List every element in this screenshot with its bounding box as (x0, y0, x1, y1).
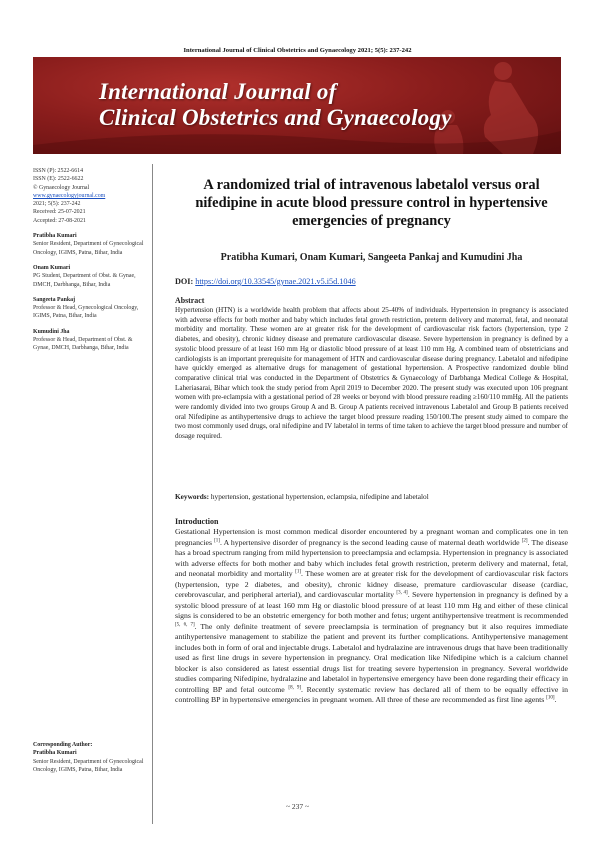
issn-electronic: ISSN (E): 2522-6622 (33, 176, 84, 183)
author-info (33, 264, 145, 289)
corresponding-author (33, 741, 145, 774)
intro-text-run: . (554, 695, 557, 704)
abstract-text: Hypertension (HTN) is a worldwide health problem that affects about 25-40% of individuals. Hypertension in pregnancy is associated with adverse effects for both mother and baby which includes fetal growth restriction, preterm delivery and maternal, fetal, and neonatal morbidity and mortality. These women are at greater risk for the development of cardiovascular risk factors (hypertension, type 2 diabetes, and obesity), chronic kidney disease and premature cardiovascular disease. Severe hypertension in pregnancy is defined by a systolic blood pressure of at least 160 mm Hg or diastolic blood pressure of at least 110 mm Hg. A combined team of obstetricians and cardiologists is an important prerequisite for management of HTN and cardiovascular disease during pregnancy. Labetalol and nifedipine have quickly emerged as alternative drugs for management of gestational hypertension. A Prospective randomized double blind comparative clinical trial was conducted in the Department of Obstetrics & Gynaecology of Darbhanga Medical College & Hospital, Laheriasarai, Bihar which took the study period from April 2019 to December 2020. The present study was executed upon 106 pregnant women with pre-eclampsia with a gestational period of 28 weeks or beyond with blood pressure reading ≥160/110 mmHg. All the patients were randomly divided into two groups Group A and B. Group A patients received intravenous Labetalol and Group B patients received oral Nifedipine as antihypertensive drugs to achieve the target blood pressure reading 150/100.The present study aimed to compare the two most commonly used drugs, oral nifedipine and IV labetalol in terms of time taken to achieve the target blood pressure and number of dosage required. (175, 306, 568, 441)
journal-website-link[interactable]: www.gynaecologyjournal.com (33, 192, 106, 199)
article-title: A randomized trial of intravenous labetalol versus oral nifedipine in acute blood pressure control in hypertensive emergencies of pregnancy (195, 177, 548, 229)
intro-text-run: . The only definite treatment of severe preeclampsia is termination of pregnancy but it also requires immediate antihypertensive management to stabilize the patient and prevent its further complications. Antihypertensive management includes both in form of oral and injectable drugs. Labetalol and hydralazine are intravenous drugs that have been traditionally used as first line drugs in severe hypertension in pregnancy. Oral medication like Nifedipine which is a calcium channel blocker is also considered as latest essential drugs list for treating severe hypertension in pregnancy. Several worldwide studies comparing Nifedipine, hydralazine and labetalol in hypertensive emergency have been done regarding their efficacy in controlling BP and fetal outcome (175, 621, 568, 694)
column-divider (152, 164, 153, 824)
intro-text-run: . Recently systematic review has declared all of them to be equally effective in controlling BP in hypertensive emergencies in pregnant women. All three of these are recommended as first line agents (175, 684, 568, 704)
citation-ref: [10] (546, 695, 555, 701)
citation-ref: [8, 9] (288, 684, 302, 690)
abstract-heading: Abstract (175, 296, 205, 305)
banner-title-line2: Clinical Obstetrics and Gynaecology (99, 105, 452, 130)
banner-title-line1: International Journal of (99, 79, 337, 104)
citation-ref: [1] (214, 537, 220, 543)
intro-text-run: . These women are at greater risk for the development of cardiovascular risk factors (hypertension, type 2 diabetes, and obesity), chronic kidney disease, premature cardiovascular disease (cardiac, cerebrovascular, and peripheral arterial), and cardiovascular mortality (175, 569, 568, 599)
intro-text-run: . A hypertensive disorder of pregnancy is the second leading cause of maternal death worldwide (219, 537, 522, 547)
intro-text-run: . Severe hypertension in pregnancy is defined by a systolic blood pressure of at least 160 mm Hg or diastolic blood pressure of at least 110 mm Hg and either of these clinical signs is considered to be an obstetric emergency for both mother and fetus; urgent antihypertensive treatment is recommended (175, 590, 568, 620)
issn-print: ISSN (P): 2522-6614 (33, 168, 84, 174)
author-affiliation: Professor & Head, Department of Obst. & Gynae, DMCH, Darbhanga, Bihar, India (33, 337, 133, 352)
author-affiliation: Senior Resident, Department of Gynecological Oncology, IGIMS, Patna, Bihar, India (33, 241, 144, 256)
corresponding-name: Pratibha Kumari (33, 750, 77, 757)
citation-ref: [5, 6, 7] (175, 621, 195, 627)
doi-link[interactable]: https://doi.org/10.33545/gynae.2021.v5.i5d.1046 (195, 277, 356, 286)
author-name: Kumudini Jha (33, 328, 70, 335)
doi-label: DOI: (175, 277, 194, 286)
doi-line (175, 277, 568, 286)
article-authors: Pratibha Kumari, Onam Kumari, Sangeeta Pankaj and Kumudini Jha (220, 252, 523, 263)
author-name: Onam Kumari (33, 264, 71, 271)
received-date: Received: 25-07-2021 (33, 209, 86, 216)
introduction-text (175, 527, 568, 706)
corresponding-affiliation: Senior Resident, Department of Gynecological Oncology, IGIMS, Patna, Bihar, India (33, 758, 144, 773)
corresponding-label: Corresponding Author: (33, 742, 93, 748)
page-number: ~ 237 ~ (285, 802, 310, 811)
intro-text-run: Gestational Hypertension is most common medical disorder encountered by a pregnant woman and complicates one in ten pregnancies (175, 527, 568, 547)
citation-ref: [2] (521, 537, 528, 543)
keywords-label: Keywords: (175, 492, 210, 501)
keywords-line (175, 492, 568, 501)
journal-banner (33, 57, 561, 154)
volume-info: 2021; 5(5): 237-242 (33, 201, 81, 208)
banner-title (99, 79, 452, 131)
author-info (33, 296, 145, 321)
copyright: © Gynaecology Journal (33, 184, 90, 191)
author-affiliation: PG Student, Department of Obst. & Gynae, DMCH, Darbhanga, Bihar, India (33, 273, 136, 288)
author-name: Pratibha Kumari (33, 233, 77, 240)
introduction-heading: Introduction (175, 517, 219, 526)
citation-ref: [1] (295, 569, 302, 575)
author-info (33, 328, 145, 353)
author-name: Sangeeta Pankaj (33, 296, 76, 303)
sidebar (33, 167, 145, 353)
author-info (33, 232, 145, 257)
citation-ref: [3, 4] (396, 590, 408, 596)
journal-citation-line: International Journal of Clinical Obstetrics and Gynaecology 2021; 5(5): 237-242 (183, 47, 412, 54)
keywords-text: hypertension, gestational hypertension, eclampsia, nifedipine and labetalol (210, 492, 429, 501)
intro-text-run: . The disease has a broad spectrum ranging from mild hypertension to preeclampsia and eclampsia. Hypertension in pregnancy is associated with adverse effects for both mother and baby which includes fetal growth restriction, preterm delivery and maternal, fetal, and neonatal morbidity and mortality (175, 537, 568, 578)
accepted-date: Accepted: 27-08-2021 (33, 217, 86, 224)
author-affiliation: Professor & Head, Gynecological Oncology, IGIMS, Patna, Bihar, India (33, 305, 139, 320)
